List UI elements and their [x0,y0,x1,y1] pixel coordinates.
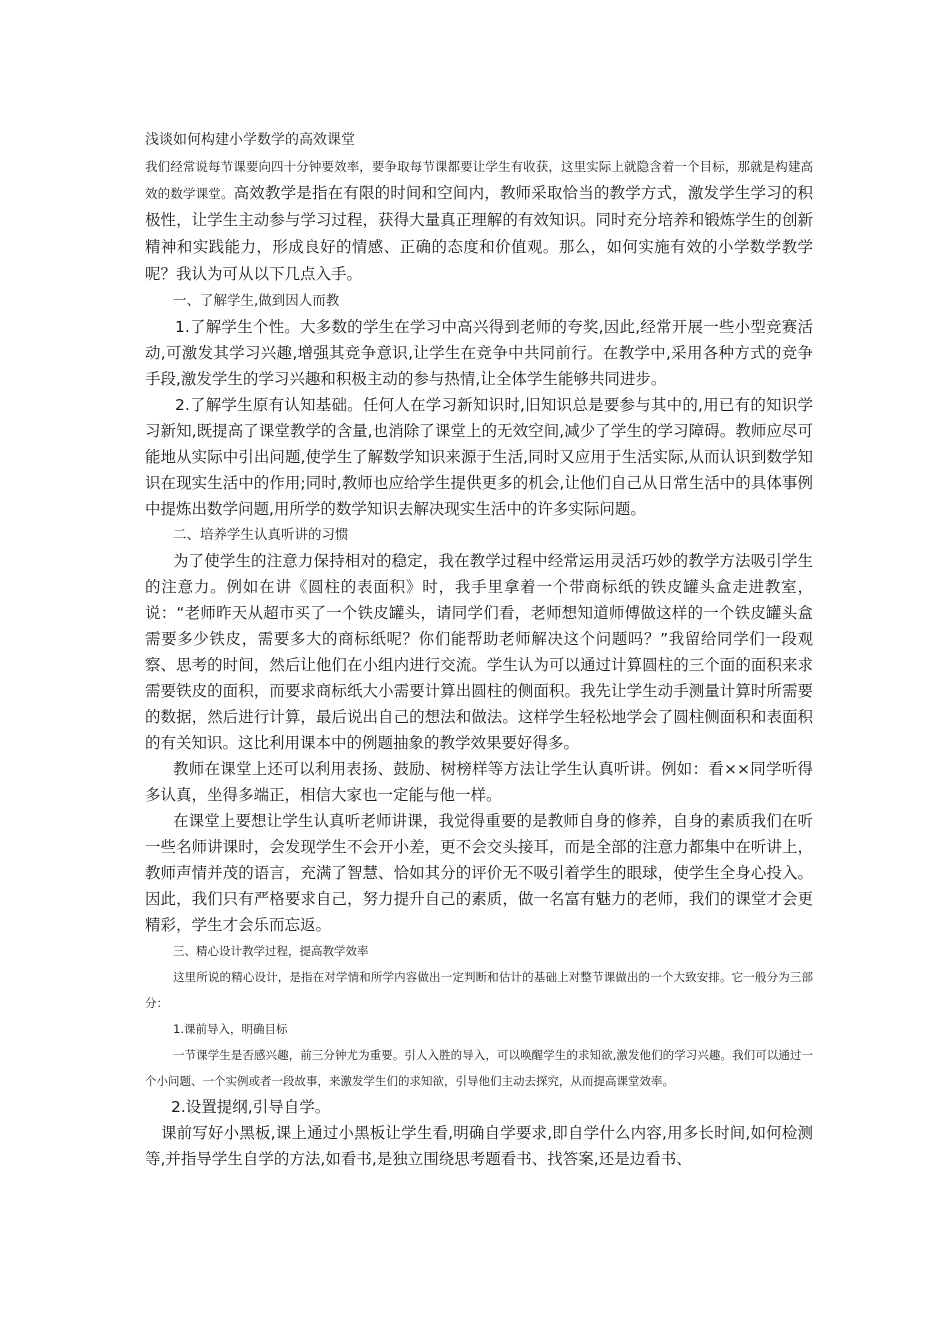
section-1-paragraph-2: 2.了解学生原有认知基础。任何人在学习新知识时,旧知识总是要参与其中的,用已有的知识学习新知,既提高了课堂教学的含量,也消除了课堂上的无效空间,减少了学生的学习障碍。教师应尽可能地从实际中引出问题,使学生了解数学知识来源于生活,同时又应用于生活实际,从而认识到数学知识在现实生活中的作用;同时,教师也应给学生提供更多的机会,让他们自己从日常生活中的具体事例中提炼出数学问题,用所学的数学知识去解决现实生活中的许多实际问题。 [145,396,813,518]
intro-paragraph [145,154,813,288]
document-title: 浅谈如何构建小学数学的高效课堂 [145,132,355,148]
section-2-heading: 二、培养学生认真听讲的习惯 [173,527,349,543]
section-3-heading: 三、精心设计教学过程，提高教学效率 [173,944,369,958]
section-2-paragraph-3: 在课堂上要想让学生认真听老师讲课，我觉得重要的是教师自身的修养，自身的素质我们在听一些名师讲课时，会发现学生不会开小差，更不会交头接耳，而是全部的注意力都集中在听讲上，教师声情并茂的语言，充满了智慧、恰如其分的评价无不吸引着学生的眼球，使学生全身心投入。因此，我们只有严格要求自己，努力提升自己的素质，做一名富有魅力的老师，我们的课堂才会更精彩，学生才会乐而忘返。 [145,812,813,934]
section-3-sub-1-paragraph: 一节课学生是否感兴趣，前三分钟尤为重要。引人入胜的导入，可以唤醒学生的求知欲,激发他们的学习兴趣。我们可以通过一个小问题、一个实例或者一段故事，来激发学生们的求知欲，引导他们主动去探究，从而提高课堂效率。 [145,1048,813,1088]
section-2-paragraph-1: 为了使学生的注意力保持相对的稳定，我在教学过程中经常运用灵活巧妙的教学方法吸引学生的注意力。例如在讲《圆柱的表面积》时，我手里拿着一个带商标纸的铁皮罐头盒走进教室，说：“老师昨天从超市买了一个铁皮罐头，请同学们看，老师想知道师傅做这样的一个铁皮罐头盒需要多少铁皮，需要多大的商标纸呢？你们能帮助老师解决这个问题吗？”我留给同学们一段观察、思考的时间，然后让他们在小组内进行交流。学生认为可以通过计算圆柱的三个面的面积来求需要铁皮的面积，而要求商标纸大小需要计算出圆柱的侧面积。我先让学生动手测量计算时所需要的数据，然后进行计算，最后说出自己的想法和做法。这样学生轻松地学会了圆柱侧面积和表面积的有关知识。这比利用课本中的例题抽象的教学效果要好得多。 [145,552,813,752]
section-1-paragraph-1: 1.了解学生个性。大多数的学生在学习中高兴得到老师的夸奖,因此,经常开展一些小型竞赛活动,可激发其学习兴趣,增强其竞争意识,让学生在竞争中共同前行。在教学中,采用各种方式的竞争手段,激发学生的学习兴趣和积极主动的参与热情,让全体学生能够共同进步。 [145,318,813,388]
document-body [145,126,813,1172]
section-3-paragraph-1: 这里所说的精心设计，是指在对学情和所学内容做出一定判断和估计的基础上对整节课做出的一个大致安排。它一般分为三部分： [145,970,813,1010]
section-3-sub-2-paragraph: 课前写好小黑板,课上通过小黑板让学生看,明确自学要求,即自学什么内容,用多长时间,如何检测等,并指导学生自学的方法,如看书,是独立围绕思考题看书、找答案,还是边看书、 [145,1124,813,1168]
intro-sentence-small: 我们经常说每节课要向四十分钟要效率，要争取每节课都要让学生有收获，这里实际上就隐含着一个目标，那就是构建高效的数学课堂。 [145,159,813,201]
section-2-paragraph-2: 教师在课堂上还可以利用表扬、鼓励、树榜样等方法让学生认真听讲。例如：看××同学听得多认真，坐得多端正，相信大家也一定能与他一样。 [145,760,813,804]
intro-sentence-large: 高效教学是指在有限的时间和空间内，教师采取恰当的教学方式，激发学生学习的积极性，让学生主动参与学习过程，获得大量真正理解的有效知识。同时充分培养和锻炼学生的创新精神和实践能力，形成良好的情感、正确的态度和价值观。那么，如何实施有效的小学数学教学呢？我认为可从以下几点入手。 [145,184,813,283]
section-3-sub-1-heading: 1.课前导入，明确目标 [173,1022,288,1036]
section-1-heading: 一、了解学生,做到因人而教 [173,293,340,309]
section-3-sub-2-heading: 2.设置提纲,引导自学。 [171,1098,331,1116]
